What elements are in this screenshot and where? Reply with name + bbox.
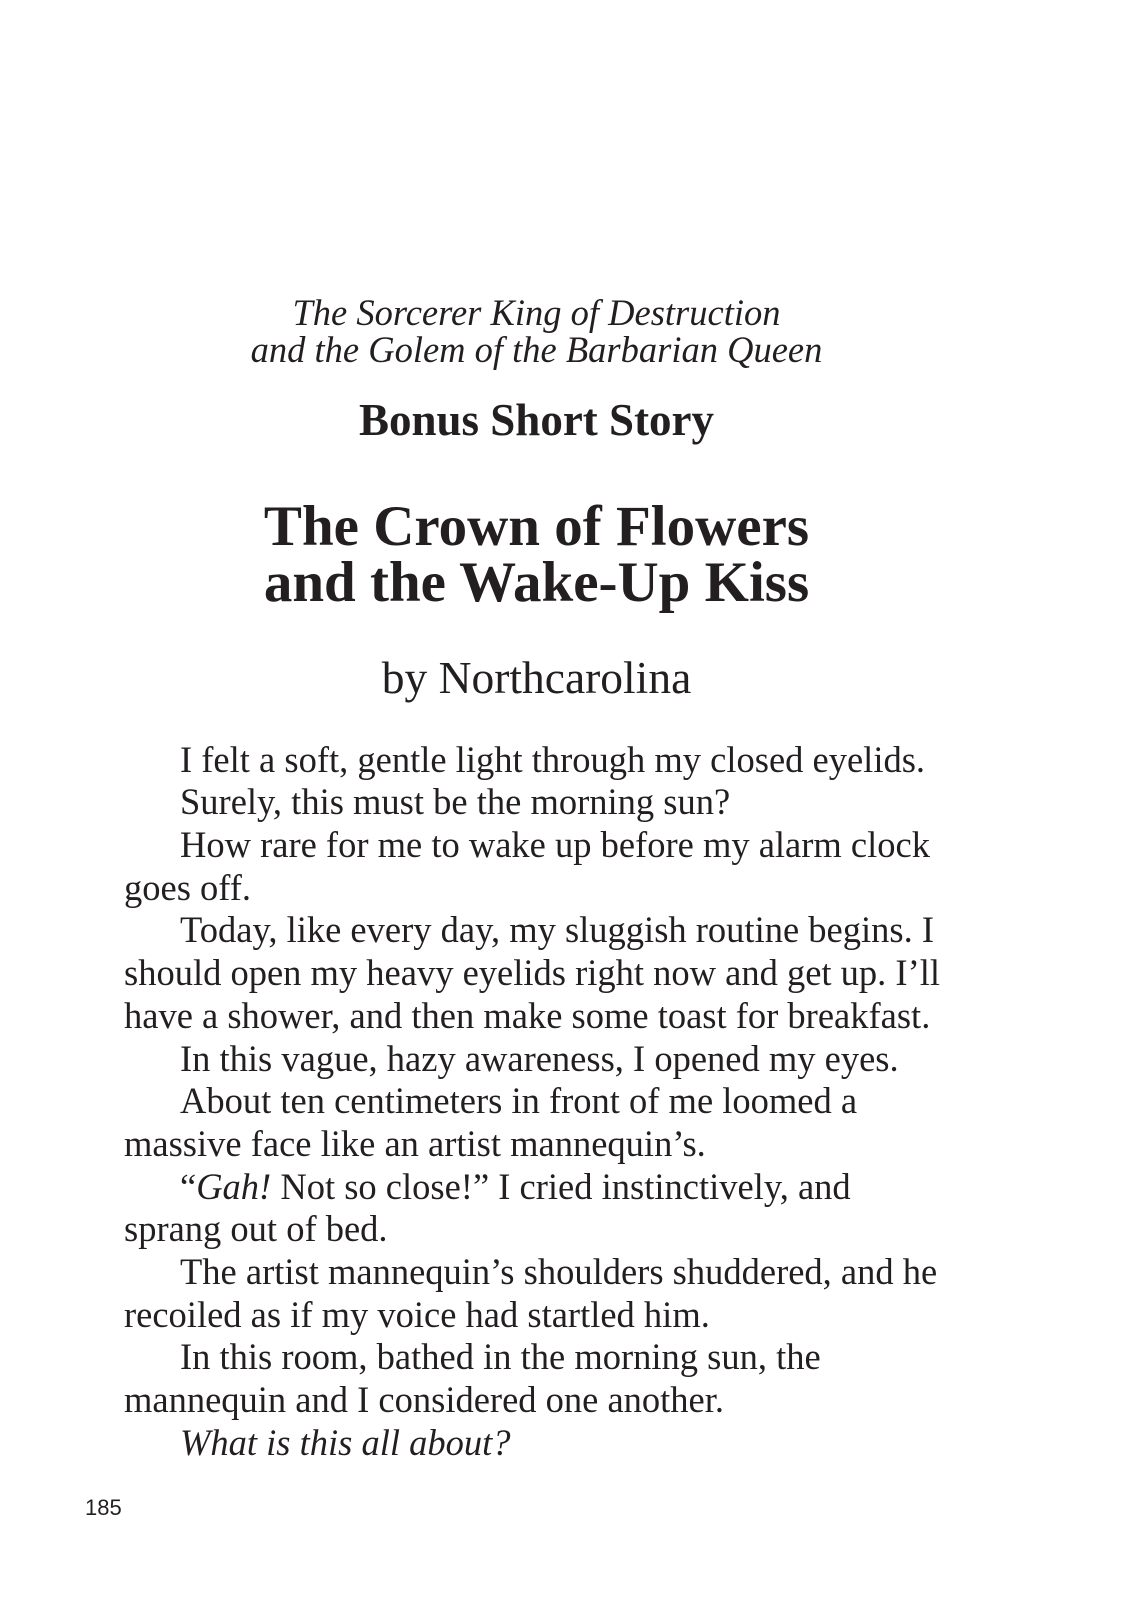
story-title [124,495,949,614]
text-line: recoiled as if my voice had startled him. [124,1293,710,1335]
paragraph [124,1080,964,1165]
paragraph [124,781,964,824]
story-title-line: The Crown of Flowers [263,495,810,558]
text-segment: Not so close!” I cried instinctively, and [271,1165,851,1207]
paragraph [124,739,964,782]
text-line: How rare for me to wake up before my alarm clock [180,824,930,865]
text-line: Today, like every day, my sluggish routine begins. I [180,909,934,951]
text-line: The artist mannequin’s shoulders shuddered, and he [180,1251,938,1293]
text-line: massive face like an artist mannequin’s. [124,1122,706,1164]
text-line: In this room, bathed in the morning sun, the [180,1336,821,1378]
text-line [124,1166,964,1209]
paragraph [124,1422,964,1465]
series-title-line: and the Golem of the Barbarian Queen [250,329,823,370]
story-body [124,739,964,1465]
paragraph [124,1166,964,1251]
paragraph [124,1336,964,1421]
inner-thought-line: What is this all about? [180,1421,511,1463]
paragraph [124,1251,964,1336]
text-line: have a shower, and then make some toast for breakfast. [124,994,931,1036]
section-label: Bonus Short Story [358,395,715,445]
text-line: About ten centimeters in front of me loomed a [180,1080,858,1122]
series-title-line: The Sorcerer King of Destruction [292,292,781,333]
text-line: mannequin and I considered one another. [124,1379,725,1421]
author-byline: by Northcarolina [381,652,692,703]
paragraph [124,909,964,1037]
paragraph [124,1038,964,1081]
page-number: 185 [85,1495,122,1520]
text-line: goes off. [124,866,252,908]
story-title-line: and the Wake-Up Kiss [263,551,810,614]
text-line: sprang out of bed. [124,1208,388,1250]
text-line: I felt a soft, gentle light through my closed eyelids. [180,738,926,780]
open-quote: “ [180,1165,197,1207]
text-line: should open my heavy eyelids right now and get up. I’ll [124,952,941,994]
text-line: In this vague, hazy awareness, I opened my eyes. [180,1037,899,1079]
series-title [124,294,949,368]
paragraph [124,824,964,909]
emphasized-text: Gah! [196,1165,272,1207]
text-line: Surely, this must be the morning sun? [180,781,731,823]
